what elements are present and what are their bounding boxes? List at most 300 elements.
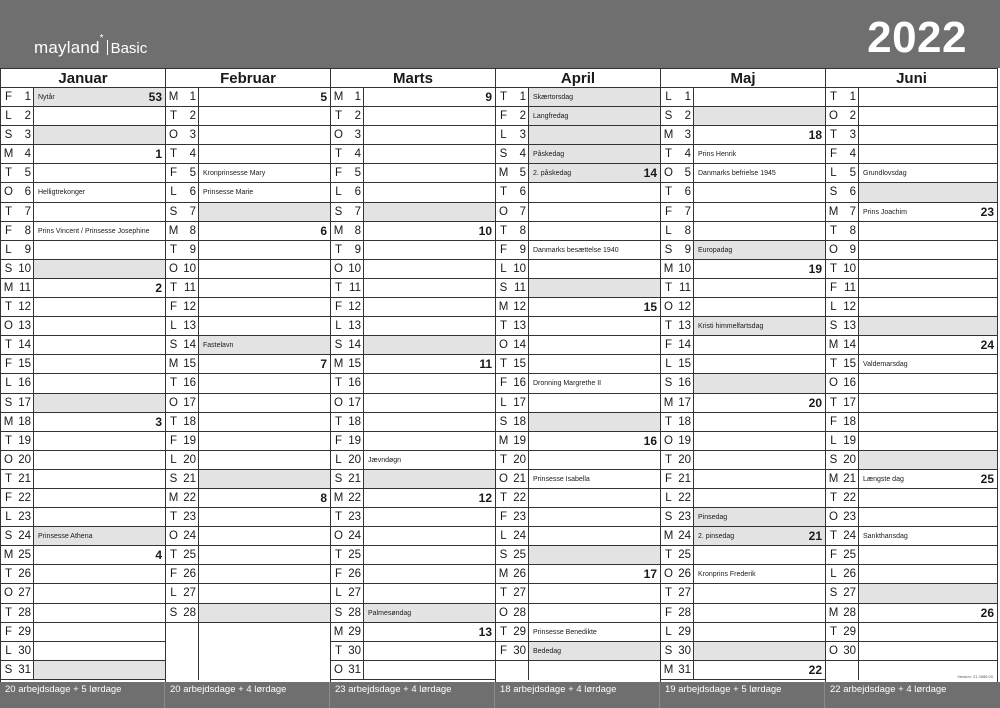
day-note-cell[interactable] bbox=[693, 279, 825, 297]
day-note-cell[interactable] bbox=[693, 661, 825, 679]
day-row[interactable] bbox=[331, 661, 495, 680]
day-row[interactable] bbox=[331, 145, 495, 164]
day-note-cell[interactable] bbox=[858, 642, 997, 660]
day-row[interactable] bbox=[1, 183, 165, 202]
day-row[interactable] bbox=[496, 508, 660, 527]
day-row[interactable] bbox=[661, 623, 825, 642]
day-row[interactable] bbox=[1, 451, 165, 470]
day-note-cell[interactable] bbox=[198, 317, 330, 335]
day-note-cell[interactable] bbox=[528, 317, 660, 335]
day-note-cell[interactable] bbox=[528, 241, 660, 259]
day-row[interactable] bbox=[1, 279, 165, 298]
day-note-cell[interactable] bbox=[693, 374, 825, 392]
day-row[interactable] bbox=[826, 355, 997, 374]
day-row[interactable] bbox=[496, 489, 660, 508]
day-row[interactable] bbox=[496, 298, 660, 317]
day-row[interactable] bbox=[166, 241, 330, 260]
day-note-cell[interactable] bbox=[693, 107, 825, 125]
day-row[interactable] bbox=[496, 336, 660, 355]
day-row[interactable] bbox=[496, 642, 660, 661]
day-note-cell[interactable] bbox=[693, 565, 825, 583]
day-note-cell[interactable] bbox=[693, 489, 825, 507]
day-note-cell[interactable] bbox=[693, 546, 825, 564]
day-note-cell[interactable] bbox=[33, 222, 165, 240]
day-note-cell[interactable] bbox=[363, 584, 495, 602]
day-note-cell[interactable] bbox=[693, 126, 825, 144]
day-row[interactable] bbox=[331, 565, 495, 584]
day-row[interactable] bbox=[661, 317, 825, 336]
day-note-cell[interactable] bbox=[528, 279, 660, 297]
day-row[interactable] bbox=[166, 222, 330, 241]
day-row[interactable] bbox=[826, 470, 997, 489]
day-note-cell[interactable] bbox=[858, 546, 997, 564]
day-note-cell[interactable] bbox=[528, 489, 660, 507]
day-note-cell[interactable] bbox=[528, 107, 660, 125]
day-note-cell[interactable] bbox=[33, 336, 165, 354]
day-row[interactable] bbox=[1, 470, 165, 489]
day-note-cell[interactable] bbox=[198, 470, 330, 488]
day-note-cell[interactable] bbox=[693, 203, 825, 221]
day-row[interactable] bbox=[661, 145, 825, 164]
day-row[interactable] bbox=[331, 336, 495, 355]
day-note-cell[interactable] bbox=[528, 451, 660, 469]
day-row[interactable] bbox=[661, 88, 825, 107]
day-note-cell[interactable] bbox=[33, 298, 165, 316]
day-row[interactable] bbox=[826, 203, 997, 222]
day-note-cell[interactable] bbox=[693, 470, 825, 488]
day-row[interactable] bbox=[1, 489, 165, 508]
day-row[interactable] bbox=[826, 298, 997, 317]
day-note-cell[interactable] bbox=[858, 126, 997, 144]
day-row[interactable] bbox=[331, 279, 495, 298]
day-note-cell[interactable] bbox=[198, 126, 330, 144]
day-row[interactable] bbox=[1, 604, 165, 623]
day-note-cell[interactable] bbox=[198, 222, 330, 240]
day-row[interactable] bbox=[331, 546, 495, 565]
day-note-cell[interactable] bbox=[33, 355, 165, 373]
day-row[interactable] bbox=[166, 107, 330, 126]
day-note-cell[interactable] bbox=[33, 394, 165, 412]
day-row[interactable] bbox=[661, 298, 825, 317]
day-note-cell[interactable] bbox=[693, 88, 825, 106]
day-row[interactable] bbox=[1, 584, 165, 603]
day-row[interactable] bbox=[661, 661, 825, 680]
day-note-cell[interactable] bbox=[198, 145, 330, 163]
day-row[interactable] bbox=[331, 126, 495, 145]
day-row[interactable] bbox=[826, 374, 997, 393]
day-row[interactable] bbox=[496, 260, 660, 279]
day-row[interactable] bbox=[331, 203, 495, 222]
day-row[interactable] bbox=[166, 164, 330, 183]
day-row[interactable] bbox=[496, 355, 660, 374]
day-row[interactable] bbox=[661, 279, 825, 298]
day-row[interactable] bbox=[496, 432, 660, 451]
day-row[interactable] bbox=[826, 145, 997, 164]
day-row[interactable] bbox=[1, 355, 165, 374]
day-note-cell[interactable] bbox=[198, 374, 330, 392]
day-note-cell[interactable] bbox=[858, 88, 997, 106]
day-row[interactable] bbox=[166, 298, 330, 317]
day-note-cell[interactable] bbox=[693, 451, 825, 469]
day-note-cell[interactable] bbox=[528, 203, 660, 221]
day-note-cell[interactable] bbox=[858, 355, 997, 373]
day-note-cell[interactable] bbox=[858, 623, 997, 641]
day-row[interactable] bbox=[826, 394, 997, 413]
day-note-cell[interactable] bbox=[693, 604, 825, 622]
day-note-cell[interactable] bbox=[693, 394, 825, 412]
day-row[interactable] bbox=[661, 546, 825, 565]
day-note-cell[interactable] bbox=[528, 183, 660, 201]
day-note-cell[interactable] bbox=[33, 604, 165, 622]
day-note-cell[interactable] bbox=[363, 489, 495, 507]
day-row[interactable] bbox=[1, 145, 165, 164]
day-row[interactable] bbox=[331, 355, 495, 374]
day-row[interactable] bbox=[331, 241, 495, 260]
day-note-cell[interactable] bbox=[528, 336, 660, 354]
day-row[interactable] bbox=[496, 222, 660, 241]
day-note-cell[interactable] bbox=[33, 107, 165, 125]
day-note-cell[interactable] bbox=[693, 222, 825, 240]
day-note-cell[interactable] bbox=[33, 203, 165, 221]
day-note-cell[interactable] bbox=[858, 203, 997, 221]
day-row[interactable] bbox=[1, 432, 165, 451]
day-note-cell[interactable] bbox=[363, 374, 495, 392]
day-row[interactable] bbox=[661, 222, 825, 241]
day-row[interactable] bbox=[331, 508, 495, 527]
day-row[interactable] bbox=[496, 413, 660, 432]
day-note-cell[interactable] bbox=[363, 527, 495, 545]
day-note-cell[interactable] bbox=[693, 164, 825, 182]
day-row[interactable] bbox=[166, 470, 330, 489]
day-note-cell[interactable] bbox=[198, 107, 330, 125]
day-row[interactable] bbox=[166, 508, 330, 527]
day-row[interactable] bbox=[661, 565, 825, 584]
day-note-cell[interactable] bbox=[858, 241, 997, 259]
day-note-cell[interactable] bbox=[528, 394, 660, 412]
day-note-cell[interactable] bbox=[858, 470, 997, 488]
day-row[interactable] bbox=[826, 565, 997, 584]
day-row[interactable] bbox=[166, 374, 330, 393]
day-note-cell[interactable] bbox=[363, 355, 495, 373]
day-row[interactable] bbox=[826, 260, 997, 279]
day-row[interactable] bbox=[826, 584, 997, 603]
day-note-cell[interactable] bbox=[858, 413, 997, 431]
day-row[interactable] bbox=[661, 604, 825, 623]
day-row[interactable] bbox=[496, 374, 660, 393]
day-row[interactable] bbox=[331, 432, 495, 451]
day-note-cell[interactable] bbox=[198, 336, 330, 354]
day-note-cell[interactable] bbox=[363, 623, 495, 641]
day-note-cell[interactable] bbox=[363, 451, 495, 469]
day-note-cell[interactable] bbox=[858, 336, 997, 354]
day-row[interactable] bbox=[826, 183, 997, 202]
day-note-cell[interactable] bbox=[33, 432, 165, 450]
day-row[interactable] bbox=[166, 126, 330, 145]
day-note-cell[interactable] bbox=[528, 145, 660, 163]
day-note-cell[interactable] bbox=[693, 336, 825, 354]
day-row[interactable] bbox=[496, 203, 660, 222]
day-row[interactable] bbox=[1, 527, 165, 546]
day-row[interactable] bbox=[661, 527, 825, 546]
day-row[interactable] bbox=[826, 222, 997, 241]
day-row[interactable] bbox=[826, 88, 997, 107]
day-note-cell[interactable] bbox=[198, 604, 330, 622]
day-note-cell[interactable] bbox=[858, 222, 997, 240]
day-note-cell[interactable] bbox=[858, 298, 997, 316]
day-row[interactable] bbox=[331, 584, 495, 603]
day-note-cell[interactable] bbox=[858, 489, 997, 507]
day-row[interactable] bbox=[496, 107, 660, 126]
day-row[interactable] bbox=[166, 394, 330, 413]
day-row[interactable] bbox=[166, 183, 330, 202]
day-row[interactable] bbox=[496, 183, 660, 202]
day-row[interactable] bbox=[1, 546, 165, 565]
day-note-cell[interactable] bbox=[858, 508, 997, 526]
day-row[interactable] bbox=[661, 470, 825, 489]
day-row[interactable] bbox=[331, 222, 495, 241]
day-note-cell[interactable] bbox=[363, 432, 495, 450]
day-row[interactable] bbox=[331, 451, 495, 470]
day-note-cell[interactable] bbox=[198, 413, 330, 431]
day-row[interactable] bbox=[166, 336, 330, 355]
day-note-cell[interactable] bbox=[528, 584, 660, 602]
day-note-cell[interactable] bbox=[363, 279, 495, 297]
day-row[interactable] bbox=[826, 126, 997, 145]
day-row[interactable] bbox=[661, 508, 825, 527]
day-note-cell[interactable] bbox=[33, 642, 165, 660]
day-row[interactable] bbox=[331, 164, 495, 183]
day-row[interactable] bbox=[331, 527, 495, 546]
day-row[interactable] bbox=[826, 317, 997, 336]
day-row[interactable] bbox=[1, 126, 165, 145]
day-note-cell[interactable] bbox=[528, 413, 660, 431]
day-row[interactable] bbox=[661, 451, 825, 470]
day-note-cell[interactable] bbox=[363, 394, 495, 412]
day-note-cell[interactable] bbox=[198, 355, 330, 373]
day-row[interactable] bbox=[826, 489, 997, 508]
day-note-cell[interactable] bbox=[363, 470, 495, 488]
day-row[interactable] bbox=[1, 413, 165, 432]
day-note-cell[interactable] bbox=[363, 183, 495, 201]
day-note-cell[interactable] bbox=[693, 317, 825, 335]
day-row[interactable] bbox=[496, 470, 660, 489]
day-note-cell[interactable] bbox=[858, 374, 997, 392]
day-note-cell[interactable] bbox=[33, 317, 165, 335]
day-row[interactable] bbox=[1, 298, 165, 317]
day-note-cell[interactable] bbox=[33, 546, 165, 564]
day-row[interactable] bbox=[1, 374, 165, 393]
day-row[interactable] bbox=[331, 642, 495, 661]
day-note-cell[interactable] bbox=[693, 642, 825, 660]
day-note-cell[interactable] bbox=[33, 527, 165, 545]
day-note-cell[interactable] bbox=[858, 527, 997, 545]
day-row[interactable] bbox=[826, 451, 997, 470]
day-note-cell[interactable] bbox=[198, 183, 330, 201]
day-note-cell[interactable] bbox=[363, 604, 495, 622]
day-note-cell[interactable] bbox=[33, 164, 165, 182]
day-row[interactable] bbox=[1, 107, 165, 126]
day-note-cell[interactable] bbox=[363, 260, 495, 278]
day-row[interactable] bbox=[661, 183, 825, 202]
day-note-cell[interactable] bbox=[528, 623, 660, 641]
day-note-cell[interactable] bbox=[528, 164, 660, 182]
day-row[interactable] bbox=[661, 413, 825, 432]
day-row[interactable] bbox=[331, 260, 495, 279]
day-row[interactable] bbox=[331, 183, 495, 202]
day-row[interactable] bbox=[331, 298, 495, 317]
day-row[interactable] bbox=[661, 394, 825, 413]
day-note-cell[interactable] bbox=[693, 584, 825, 602]
day-note-cell[interactable] bbox=[858, 279, 997, 297]
day-note-cell[interactable] bbox=[363, 203, 495, 221]
day-row[interactable] bbox=[331, 489, 495, 508]
day-note-cell[interactable] bbox=[693, 183, 825, 201]
day-note-cell[interactable] bbox=[528, 565, 660, 583]
day-row[interactable] bbox=[166, 260, 330, 279]
day-note-cell[interactable] bbox=[198, 241, 330, 259]
day-note-cell[interactable] bbox=[363, 508, 495, 526]
day-row[interactable] bbox=[661, 336, 825, 355]
day-row[interactable] bbox=[826, 642, 997, 661]
day-row[interactable] bbox=[496, 527, 660, 546]
day-note-cell[interactable] bbox=[858, 260, 997, 278]
day-note-cell[interactable] bbox=[33, 584, 165, 602]
day-row[interactable] bbox=[1, 661, 165, 680]
day-note-cell[interactable] bbox=[33, 413, 165, 431]
day-note-cell[interactable] bbox=[363, 642, 495, 660]
day-row[interactable] bbox=[1, 241, 165, 260]
day-note-cell[interactable] bbox=[33, 470, 165, 488]
day-note-cell[interactable] bbox=[693, 145, 825, 163]
day-row[interactable] bbox=[661, 584, 825, 603]
day-note-cell[interactable] bbox=[528, 604, 660, 622]
day-row[interactable] bbox=[826, 336, 997, 355]
day-row[interactable] bbox=[1, 642, 165, 661]
day-note-cell[interactable] bbox=[33, 451, 165, 469]
day-note-cell[interactable] bbox=[198, 88, 330, 106]
day-note-cell[interactable] bbox=[858, 451, 997, 469]
day-row[interactable] bbox=[496, 546, 660, 565]
day-row[interactable] bbox=[1, 317, 165, 336]
day-row[interactable] bbox=[496, 394, 660, 413]
day-note-cell[interactable] bbox=[528, 88, 660, 106]
day-row[interactable] bbox=[166, 317, 330, 336]
day-row[interactable] bbox=[331, 107, 495, 126]
day-note-cell[interactable] bbox=[363, 164, 495, 182]
day-note-cell[interactable] bbox=[528, 508, 660, 526]
day-note-cell[interactable] bbox=[33, 565, 165, 583]
day-note-cell[interactable] bbox=[693, 260, 825, 278]
day-note-cell[interactable] bbox=[528, 527, 660, 545]
day-note-cell[interactable] bbox=[858, 584, 997, 602]
day-note-cell[interactable] bbox=[363, 336, 495, 354]
day-row[interactable] bbox=[826, 432, 997, 451]
day-note-cell[interactable] bbox=[858, 317, 997, 335]
day-row[interactable] bbox=[661, 489, 825, 508]
day-note-cell[interactable] bbox=[858, 107, 997, 125]
day-row[interactable] bbox=[166, 413, 330, 432]
day-row[interactable] bbox=[661, 374, 825, 393]
day-note-cell[interactable] bbox=[693, 355, 825, 373]
day-row[interactable] bbox=[1, 565, 165, 584]
day-row[interactable] bbox=[661, 642, 825, 661]
day-note-cell[interactable] bbox=[198, 565, 330, 583]
day-row[interactable] bbox=[496, 164, 660, 183]
day-row[interactable] bbox=[1, 260, 165, 279]
day-row[interactable] bbox=[826, 527, 997, 546]
day-note-cell[interactable] bbox=[528, 260, 660, 278]
day-note-cell[interactable] bbox=[363, 241, 495, 259]
day-note-cell[interactable] bbox=[693, 527, 825, 545]
day-row[interactable] bbox=[1, 508, 165, 527]
day-note-cell[interactable] bbox=[363, 107, 495, 125]
day-note-cell[interactable] bbox=[33, 241, 165, 259]
day-row[interactable] bbox=[166, 145, 330, 164]
day-note-cell[interactable] bbox=[198, 527, 330, 545]
day-note-cell[interactable] bbox=[858, 394, 997, 412]
day-row[interactable] bbox=[166, 355, 330, 374]
day-row[interactable] bbox=[496, 317, 660, 336]
day-row[interactable] bbox=[826, 241, 997, 260]
day-row[interactable] bbox=[166, 203, 330, 222]
day-row[interactable] bbox=[661, 164, 825, 183]
day-row[interactable] bbox=[661, 107, 825, 126]
day-note-cell[interactable] bbox=[33, 623, 165, 641]
day-note-cell[interactable] bbox=[693, 241, 825, 259]
day-row[interactable] bbox=[661, 260, 825, 279]
day-note-cell[interactable] bbox=[33, 183, 165, 201]
day-row[interactable] bbox=[661, 126, 825, 145]
day-row[interactable] bbox=[166, 584, 330, 603]
day-row[interactable] bbox=[826, 508, 997, 527]
day-row[interactable] bbox=[661, 203, 825, 222]
day-row[interactable] bbox=[331, 394, 495, 413]
day-row[interactable] bbox=[826, 107, 997, 126]
day-row[interactable] bbox=[166, 565, 330, 584]
day-note-cell[interactable] bbox=[858, 604, 997, 622]
day-row[interactable] bbox=[1, 88, 165, 107]
day-note-cell[interactable] bbox=[528, 470, 660, 488]
day-row[interactable] bbox=[166, 88, 330, 107]
day-row[interactable] bbox=[1, 164, 165, 183]
day-note-cell[interactable] bbox=[33, 88, 165, 106]
day-note-cell[interactable] bbox=[693, 413, 825, 431]
day-row[interactable] bbox=[496, 604, 660, 623]
day-row[interactable] bbox=[1, 222, 165, 241]
day-row[interactable] bbox=[826, 279, 997, 298]
day-note-cell[interactable] bbox=[33, 279, 165, 297]
day-row[interactable] bbox=[661, 432, 825, 451]
day-row[interactable] bbox=[661, 355, 825, 374]
day-note-cell[interactable] bbox=[198, 203, 330, 221]
day-row[interactable] bbox=[331, 470, 495, 489]
day-note-cell[interactable] bbox=[363, 126, 495, 144]
day-note-cell[interactable] bbox=[528, 298, 660, 316]
day-note-cell[interactable] bbox=[198, 260, 330, 278]
day-note-cell[interactable] bbox=[858, 164, 997, 182]
day-row[interactable] bbox=[826, 604, 997, 623]
day-note-cell[interactable] bbox=[198, 489, 330, 507]
day-note-cell[interactable] bbox=[198, 546, 330, 564]
day-row[interactable] bbox=[661, 241, 825, 260]
day-row[interactable] bbox=[496, 279, 660, 298]
day-row[interactable] bbox=[826, 546, 997, 565]
day-note-cell[interactable] bbox=[693, 623, 825, 641]
day-note-cell[interactable] bbox=[33, 145, 165, 163]
day-row[interactable] bbox=[496, 623, 660, 642]
day-row[interactable] bbox=[166, 546, 330, 565]
day-note-cell[interactable] bbox=[198, 394, 330, 412]
